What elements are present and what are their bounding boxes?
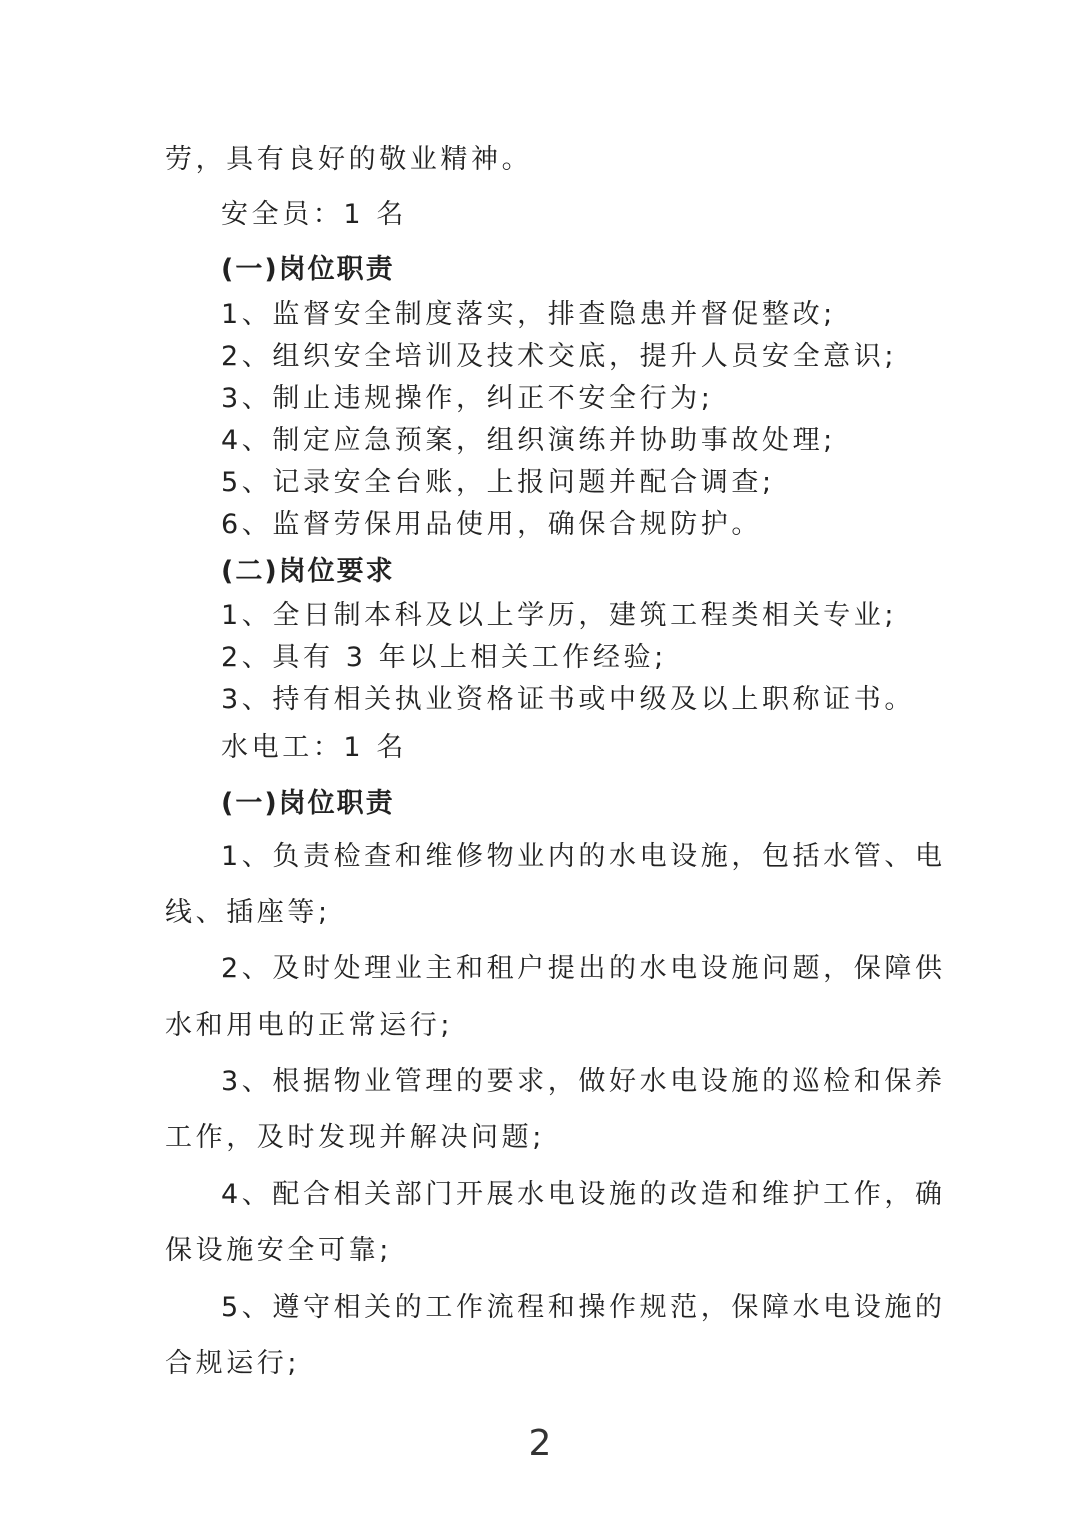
paragraph-line: 5、遵守相关的工作流程和操作规范，保障水电设施的 [221, 1292, 946, 1323]
list-item: 3、持有相关执业资格证书或中级及以上职称证书。 [221, 684, 915, 715]
paragraph-line: 保设施安全可靠; [165, 1235, 392, 1266]
list-item: 3、制止违规操作，纠正不安全行为; [221, 383, 714, 414]
paragraph-line: 合规运行; [165, 1348, 301, 1379]
list-item: 6、监督劳保用品使用，确保合规防护。 [221, 509, 762, 540]
paragraph-line: 工作，及时发现并解决问题; [165, 1122, 545, 1153]
list-item: 1、全日制本科及以上学历，建筑工程类相关专业; [221, 600, 898, 631]
position-title-safety-officer: 安全员：1 名 [221, 199, 407, 230]
section-heading-duties: (一)岗位职责 [221, 254, 395, 285]
text-line-continuation: 劳，具有良好的敬业精神。 [165, 144, 533, 175]
paragraph-line: 2、及时处理业主和租户提出的水电设施问题，保障供 [221, 953, 946, 984]
position-title-electrician: 水电工：1 名 [221, 732, 407, 763]
paragraph-line: 水和用电的正常运行; [165, 1010, 454, 1041]
list-item: 4、制定应急预案，组织演练并协助事故处理; [221, 425, 836, 456]
list-item: 2、具有 3 年以上相关工作经验; [221, 642, 667, 673]
page-number: 2 [528, 1423, 552, 1464]
list-item: 5、记录安全台账，上报问题并配合调查; [221, 467, 775, 498]
section-heading-duties: (一)岗位职责 [221, 788, 395, 819]
paragraph-line: 1、负责检查和维修物业内的水电设施，包括水管、电 [221, 841, 946, 872]
section-heading-requirements: (二)岗位要求 [221, 556, 395, 587]
paragraph-line: 3、根据物业管理的要求，做好水电设施的巡检和保养 [221, 1066, 946, 1097]
paragraph-line: 4、配合相关部门开展水电设施的改造和维护工作，确 [221, 1179, 946, 1210]
list-item: 1、监督安全制度落实，排查隐患并督促整改; [221, 299, 836, 330]
list-item: 2、组织安全培训及技术交底，提升人员安全意识; [221, 341, 898, 372]
paragraph-line: 线、插座等; [165, 897, 331, 928]
